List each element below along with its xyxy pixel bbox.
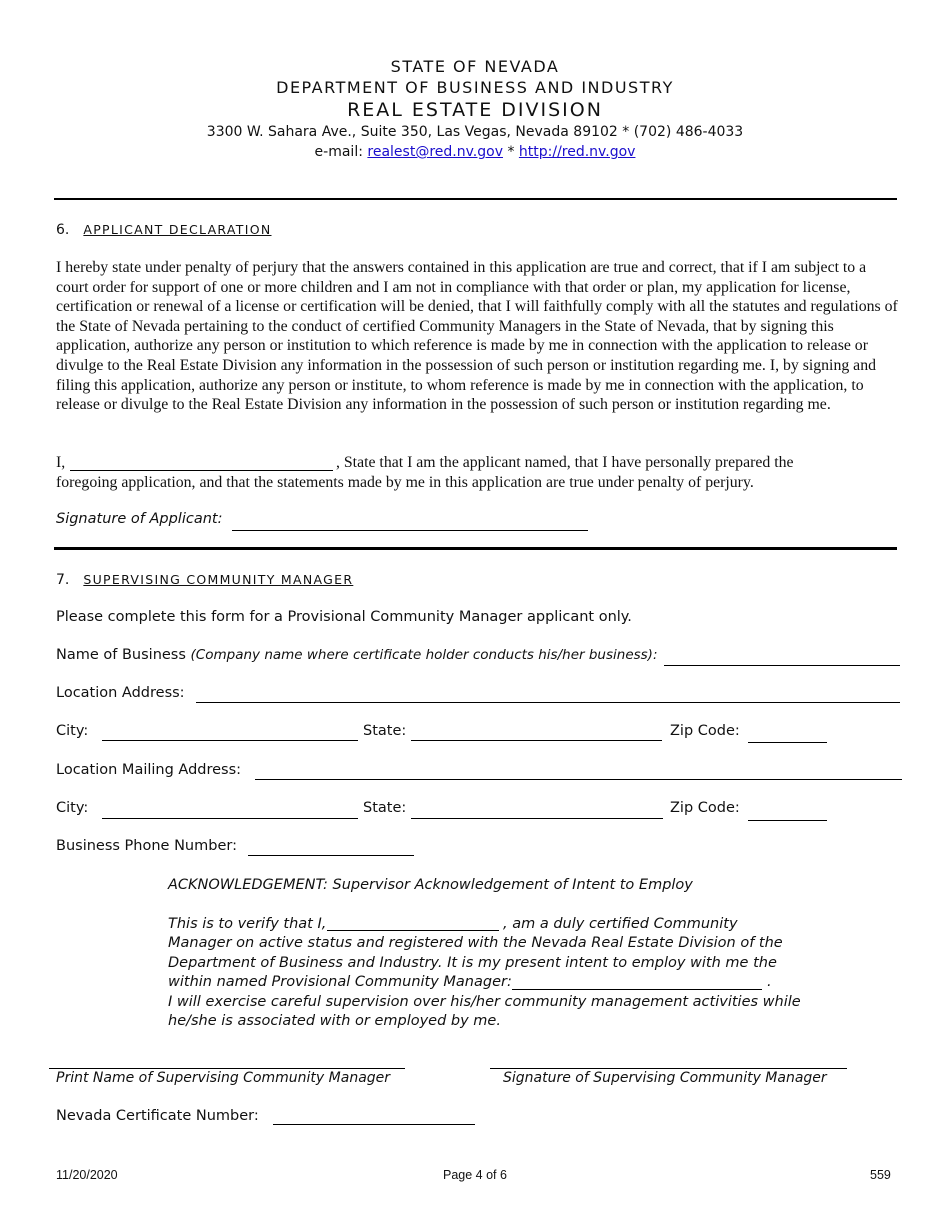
- section7-instruction: Please complete this form for a Provisional Community Manager applicant only.: [56, 609, 632, 625]
- section6-heading: [56, 222, 272, 238]
- email-link[interactable]: realest@red.nv.gov: [367, 144, 503, 160]
- statement-line2: foregoing application, and that the statements made by me in this application are true under penalty of perjury.: [56, 474, 754, 491]
- ack-line1-suffix: , am a duly certified Community: [503, 916, 738, 932]
- header-address: 3300 W. Sahara Ave., Suite 350, Las Vegas, Nevada 89102 * (702) 486-4033: [206, 124, 744, 140]
- ack-line5: I will exercise careful supervision over his/her community management activities while: [168, 994, 801, 1010]
- supervisor-name-field[interactable]: [327, 930, 499, 931]
- section-divider: [54, 547, 897, 550]
- phone-field[interactable]: [248, 855, 414, 856]
- print-name-label: Print Name of Supervising Community Manager: [56, 1070, 391, 1086]
- applicant-signature-field[interactable]: [232, 530, 588, 531]
- website-link[interactable]: http://red.nv.gov: [518, 144, 636, 160]
- header-state: STATE OF NEVADA: [390, 57, 560, 76]
- footer-date: 11/20/2020: [56, 1168, 118, 1182]
- header-divider: [54, 198, 897, 200]
- mailing-zip-label: Zip Code:: [670, 800, 740, 816]
- provisional-manager-field[interactable]: [512, 989, 762, 990]
- ack-title: ACKNOWLEDGEMENT: Supervisor Acknowledgement of Intent to Employ: [168, 877, 693, 893]
- mailing-address-field[interactable]: [255, 779, 902, 780]
- state-label: State:: [363, 723, 407, 739]
- business-name-title: Name of Business: [56, 647, 186, 663]
- supervisor-signature-label: Signature of Supervising Community Manager: [503, 1070, 827, 1086]
- city-label: City:: [56, 723, 89, 739]
- footer-page: Page 4 of 6: [443, 1168, 507, 1182]
- ack-line1-prefix: This is to verify that I,: [168, 916, 327, 932]
- mailing-city-label: City:: [56, 800, 89, 816]
- ack-line4: within named Provisional Community Manager:: [168, 974, 512, 990]
- state-field[interactable]: [411, 740, 662, 741]
- business-name-hint: (Company name where certificate holder conducts his/her business):: [190, 647, 658, 663]
- contact-separator: *: [507, 144, 515, 160]
- applicant-signature-label: Signature of Applicant:: [56, 511, 223, 527]
- mailing-state-label: State:: [363, 800, 407, 816]
- ack-line2: Manager on active status and registered with the Nevada Real Estate Division of the: [168, 935, 783, 951]
- zip-label: Zip Code:: [670, 723, 740, 739]
- zip-field[interactable]: [748, 742, 827, 743]
- location-address-label: Location Address:: [56, 685, 185, 701]
- ack-line6: he/she is associated with or employed by me.: [168, 1013, 501, 1029]
- city-field[interactable]: [102, 740, 358, 741]
- business-name-label: [56, 647, 658, 663]
- certificate-label: Nevada Certificate Number:: [56, 1108, 259, 1124]
- section6-number: 6.: [56, 222, 70, 238]
- statement-prefix: I,: [56, 454, 66, 471]
- print-name-field[interactable]: [49, 1068, 405, 1069]
- phone-label: Business Phone Number:: [56, 838, 237, 854]
- statement-rest: , State that I am the applicant named, that I have personally prepared the: [336, 454, 794, 471]
- certificate-field[interactable]: [273, 1124, 475, 1125]
- location-address-field[interactable]: [196, 702, 900, 703]
- header-division: REAL ESTATE DIVISION: [347, 99, 603, 121]
- business-name-field[interactable]: [664, 665, 900, 666]
- footer-form-number: 559: [870, 1168, 891, 1182]
- section6-title: APPLICANT DECLARATION: [83, 222, 272, 237]
- section7-number: 7.: [56, 572, 70, 588]
- ack-line3: Department of Business and Industry. It is my present intent to employ with me the: [168, 955, 777, 971]
- mailing-address-label: Location Mailing Address:: [56, 762, 242, 778]
- supervisor-signature-field[interactable]: [490, 1068, 847, 1069]
- header-contact: [0, 144, 950, 160]
- ack-line4-end: .: [767, 974, 772, 990]
- declaration-paragraph: I hereby state under penalty of perjury that the answers contained in this application are true and correct, that if I am subject to a court order for support of one or more children and I am not in compliance with that order or plan, my application for license, certification or renewal of a license or certification will be denied, that I will faithfully comply with all the statutes and regulations of the State of Nevada pertaining to the conduct of certified Community Managers in the State of Nevada, that by signing this application, authorize any person or institution to which reference is made by me in connection with the application to release or divulge to the Real Estate Division any information in the possession of such person or institution regarding me. I, by signing and filing this application, authorize any person or institute, to whom reference is made by me in connection with the application, to release or divulge to the Real Estate Division any information in the possession of such person or institution regarding me.: [56, 259, 898, 414]
- header-department: DEPARTMENT OF BUSINESS AND INDUSTRY: [276, 78, 674, 97]
- email-label: e-mail:: [314, 144, 363, 160]
- mailing-city-field[interactable]: [102, 818, 358, 819]
- section7-heading: [56, 572, 353, 588]
- mailing-zip-field[interactable]: [748, 820, 827, 821]
- mailing-state-field[interactable]: [411, 818, 663, 819]
- section7-title: SUPERVISING COMMUNITY MANAGER: [83, 572, 354, 587]
- applicant-name-field[interactable]: [70, 470, 333, 471]
